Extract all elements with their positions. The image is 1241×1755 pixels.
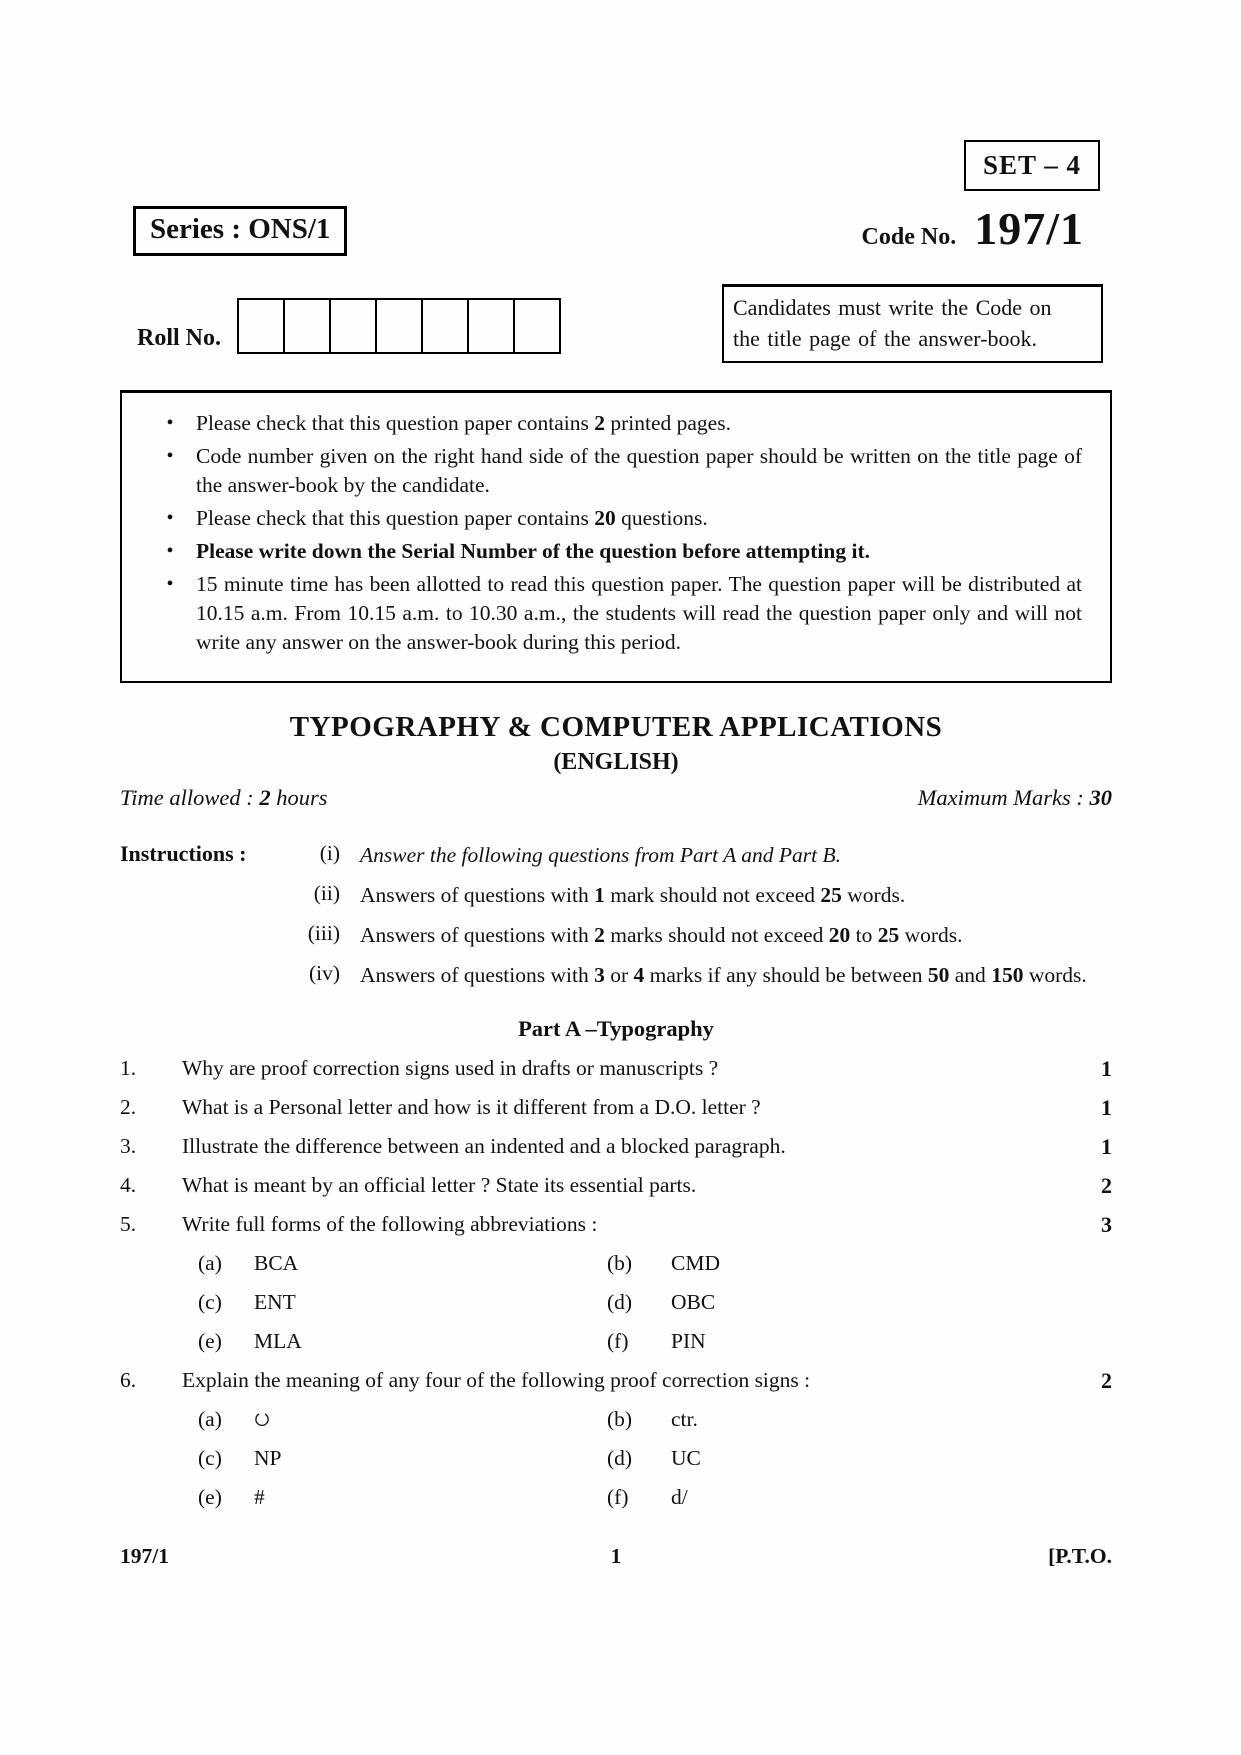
question-marks: 1 <box>1101 1134 1112 1159</box>
question-marks: 3 <box>1101 1212 1112 1237</box>
close-up-proof-sign-icon <box>254 1411 270 1427</box>
roll-number-label: Roll No. <box>137 325 221 351</box>
option-label: (d) <box>607 1290 633 1314</box>
option-value: MLA <box>254 1329 302 1353</box>
option-label: (c) <box>198 1290 222 1314</box>
series-box <box>133 206 347 256</box>
instruction-item <box>120 961 1112 990</box>
notice-item <box>144 442 1088 500</box>
option-row <box>120 1446 1112 1471</box>
option-row <box>120 1290 1112 1315</box>
instruction-number: (ii) <box>313 881 340 905</box>
roll-number-cell <box>467 298 515 354</box>
candidates-note-box <box>722 284 1103 363</box>
notice-item <box>144 570 1088 657</box>
option-label: (f) <box>607 1329 629 1353</box>
instruction-item <box>120 841 1112 870</box>
bullet-icon: • <box>166 540 174 562</box>
option-label: (e) <box>198 1485 222 1509</box>
pto-marker: [P.T.O. <box>1048 1544 1113 1568</box>
instruction-text: Answers of questions with 1 mark should not exceed 25 words. <box>360 883 906 907</box>
question-marks: 2 <box>1101 1173 1112 1198</box>
series-label: Series : ONS/1 <box>150 213 331 245</box>
footer-code: 197/1 <box>120 1544 169 1568</box>
question-text: Write full forms of the following abbreviations : <box>182 1212 598 1236</box>
notice-text: Please check that this question paper contains 20 questions. <box>196 506 708 530</box>
option-value: ctr. <box>671 1407 698 1431</box>
bullet-icon: • <box>166 412 174 434</box>
question-number: 4. <box>120 1173 137 1197</box>
roll-number-cell <box>237 298 285 354</box>
question-marks: 1 <box>1101 1056 1112 1081</box>
paper-header <box>120 140 1112 390</box>
question-row <box>120 1173 1112 1199</box>
instruction-number: (iv) <box>308 961 340 985</box>
question-number: 6. <box>120 1368 137 1392</box>
option-label: (e) <box>198 1329 222 1353</box>
instruction-number: (i) <box>319 841 340 865</box>
instruction-text: Answers of questions with 2 marks should not exceed 20 to 25 words. <box>360 923 963 947</box>
question-row <box>120 1368 1112 1394</box>
option-row <box>120 1485 1112 1510</box>
time-allowed: Time allowed : 2 hours <box>120 785 328 810</box>
option-label: (c) <box>198 1446 222 1470</box>
roll-number-grid <box>237 298 561 354</box>
option-label: (a) <box>198 1251 222 1275</box>
code-number-label: Code No. <box>861 224 957 250</box>
option-label: (d) <box>607 1446 633 1470</box>
option-value: ENT <box>254 1290 296 1314</box>
notice-text: 15 minute time has been allotted to read this question paper. The question paper will be distributed at 10.15 a.m. From 10.15 a.m. to 10.30 a.m., the students will read the question paper only and will not write any answer on the answer-book during this period. <box>196 572 1082 654</box>
question-number: 2. <box>120 1095 137 1119</box>
question-row <box>120 1056 1112 1082</box>
question-text: What is meant by an official letter ? State its essential parts. <box>182 1173 697 1197</box>
instruction-item <box>120 921 1112 950</box>
paper-language: (ENGLISH) <box>553 749 679 775</box>
page-number: 1 <box>610 1544 622 1568</box>
option-value: CMD <box>671 1251 720 1275</box>
question-row <box>120 1212 1112 1238</box>
option-value: OBC <box>671 1290 716 1314</box>
roll-number-cell <box>421 298 469 354</box>
option-row <box>120 1407 1112 1432</box>
option-value: NP <box>254 1446 282 1470</box>
roll-number-cell <box>513 298 561 354</box>
candidates-note-line2: the title page of the answer-book. <box>733 326 1038 352</box>
question-number: 3. <box>120 1134 137 1158</box>
question-text: Illustrate the difference between an indented and a blocked paragraph. <box>182 1134 786 1158</box>
set-number-label: SET – 4 <box>982 150 1081 180</box>
roll-number-cell <box>283 298 331 354</box>
question-marks: 2 <box>1101 1368 1112 1393</box>
question-text: Why are proof correction signs used in drafts or manuscripts ? <box>182 1056 719 1080</box>
option-row <box>120 1251 1112 1276</box>
option-value: BCA <box>254 1251 299 1275</box>
general-instructions-box <box>120 390 1112 683</box>
instruction-text: Answer the following questions from Part A and Part B. <box>360 843 841 867</box>
option-row <box>120 1329 1112 1354</box>
option-label: (b) <box>607 1407 633 1431</box>
code-number <box>862 202 1084 255</box>
paper-title: TYPOGRAPHY & COMPUTER APPLICATIONS <box>289 711 943 743</box>
bullet-icon: • <box>166 445 174 467</box>
question-row <box>120 1134 1112 1160</box>
question-text: Explain the meaning of any four of the following proof correction signs : <box>182 1368 811 1392</box>
option-label: (b) <box>607 1251 633 1275</box>
question-marks: 1 <box>1101 1095 1112 1120</box>
bullet-icon: • <box>166 507 174 529</box>
question-text: What is a Personal letter and how is it different from a D.O. letter ? <box>182 1095 761 1119</box>
set-number-box <box>964 140 1100 191</box>
notice-item <box>144 537 1088 566</box>
roll-number-row <box>137 298 561 354</box>
bullet-icon: • <box>166 573 174 595</box>
question-number: 1. <box>120 1056 137 1080</box>
maximum-marks: Maximum Marks : 30 <box>917 785 1112 810</box>
notice-text: Please write down the Serial Number of the question before attempting it. <box>196 539 870 563</box>
option-label: (f) <box>607 1485 629 1509</box>
roll-number-cell <box>375 298 423 354</box>
instructions-label: Instructions : <box>120 841 247 866</box>
notice-item <box>144 409 1088 438</box>
notice-text: Code number given on the right hand side of the question paper should be written on the title page of the answer-book by the candidate. <box>196 444 1082 497</box>
time-marks-row <box>120 785 1112 811</box>
option-value: # <box>254 1485 265 1509</box>
code-number-value: 197/1 <box>974 203 1084 254</box>
question-number: 5. <box>120 1212 137 1236</box>
instructions-block <box>120 841 1112 990</box>
page-footer <box>120 1544 1112 1569</box>
notice-item <box>144 504 1088 533</box>
candidates-note-line1: Candidates must write the Code on <box>733 295 1052 320</box>
question-row <box>120 1095 1112 1121</box>
notice-text: Please check that this question paper contains 2 printed pages. <box>196 411 731 435</box>
option-value: d/ <box>671 1485 688 1509</box>
roll-number-cell <box>329 298 377 354</box>
instruction-item <box>120 881 1112 910</box>
option-value: UC <box>671 1446 701 1470</box>
instruction-number: (iii) <box>307 921 340 945</box>
instruction-text: Answers of questions with 3 or 4 marks if any should be between 50 and 150 words. <box>360 963 1087 987</box>
option-label: (a) <box>198 1407 222 1431</box>
option-value: PIN <box>671 1329 706 1353</box>
part-a-heading: Part A –Typography <box>518 1016 714 1041</box>
